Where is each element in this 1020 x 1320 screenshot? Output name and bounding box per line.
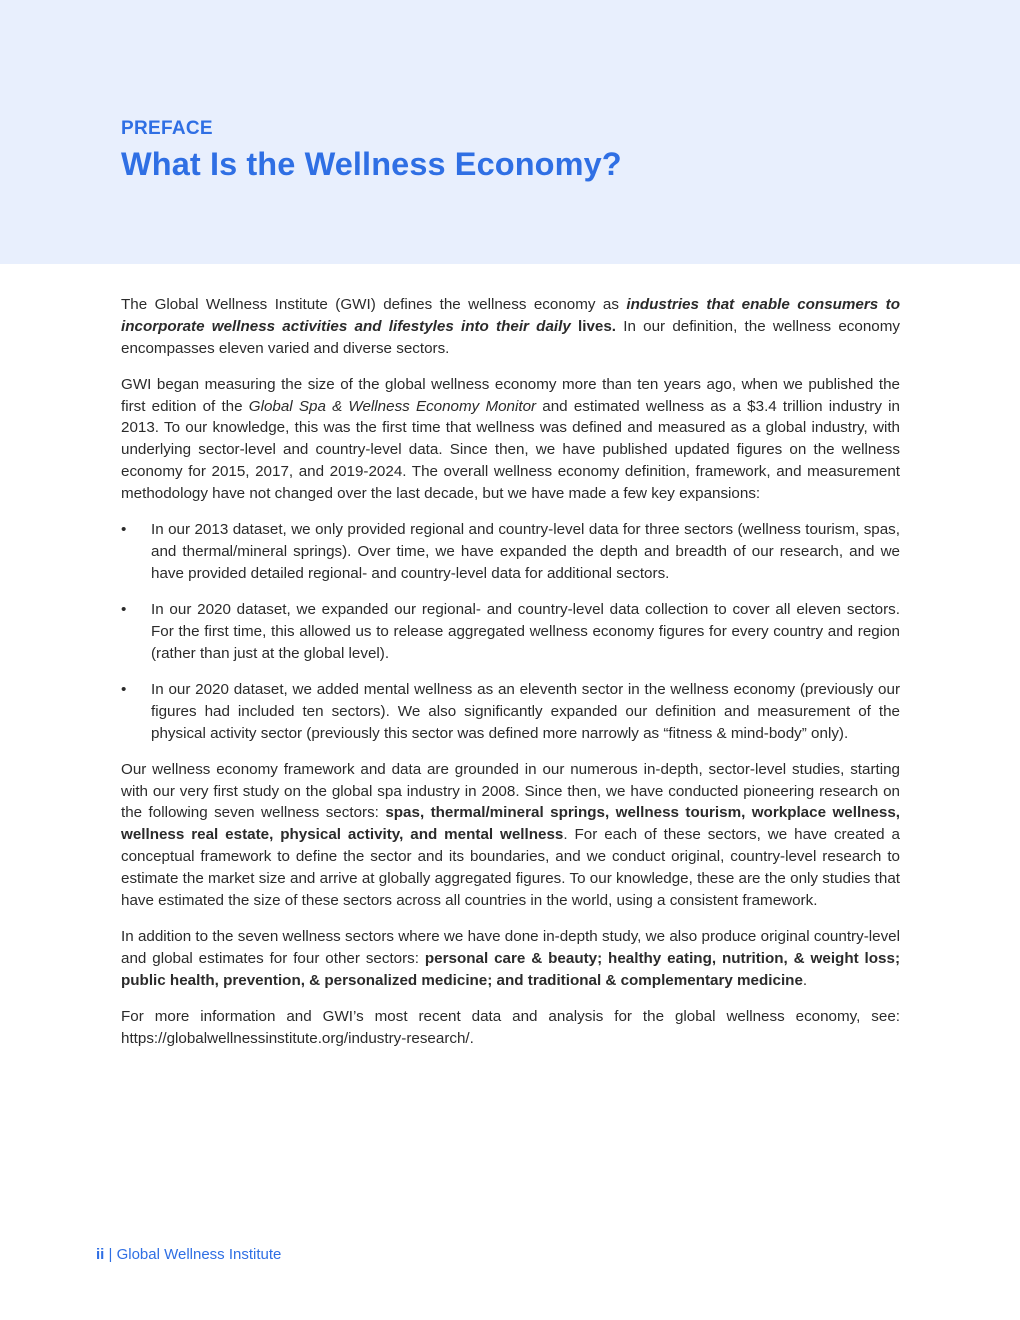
- bullet-item: [121, 599, 900, 664]
- text-run: .: [802, 971, 808, 989]
- bullet-text: In our 2020 dataset, we expanded our regional- and country-level data collection to cover all eleven sectors. For the first time, this allowed us to release aggregated wellness economy figures for every country and region (rather than just at the global level).: [151, 601, 900, 662]
- bullet-item: [121, 519, 900, 584]
- text-space: [571, 318, 578, 335]
- footer-separator: |: [104, 1246, 117, 1263]
- paragraph-history: [121, 374, 900, 505]
- paragraph-more-info: [121, 1006, 900, 1050]
- italic-run: Global Spa & Wellness Economy Monitor: [248, 397, 537, 415]
- paragraph-other-sectors: [121, 926, 900, 991]
- bullet-text: In our 2020 dataset, we added mental wellness as an eleventh sector in the wellness economy (previously our figures had included ten sectors). We also significantly expanded our definition and measurement of the physical activity sector (previously this sector was defined more narrowly as “fitness & mind-body” only).: [151, 680, 900, 742]
- text-run: . For each of these sectors, we have created a conceptual framework to define the sector and its boundaries, and we conduct original, country-level research to estimate the market size and arrive at globally aggregated figures. To our knowledge, these are the only studies that have estimated the size of these sectors across all countries in the world, using a consistent framework.: [121, 826, 900, 909]
- bullet-mark: •: [121, 521, 127, 539]
- paragraph-research: [121, 759, 900, 912]
- text-run: For more information and GWI’s most recent data and analysis for the global wellness economy, see: https://globalwellnessinstitute.org/industry-research/.: [121, 1007, 900, 1047]
- bullet-text: In our 2013 dataset, we only provided regional and country-level data for three sectors (wellness tourism, spas, and thermal/mineral springs). Over time, we have expanded the depth and breadth of our research, and we have provided detailed regional- and country-level data for additional sectors.: [151, 521, 900, 582]
- text-run: GWI began measuring the size of the global wellness economy more than ten years ago, when we published the first edition of the: [121, 375, 900, 415]
- section-eyebrow: PREFACE: [121, 118, 213, 139]
- bold-run: personal care & beauty; healthy eating, nutrition, & weight loss; public health, prevention, & personalized medicine; and traditional & complementary medicine: [121, 949, 901, 989]
- footer-org-name: Global Wellness Institute: [116, 1246, 282, 1263]
- bullet-mark: •: [121, 601, 127, 619]
- text-run: and estimated wellness as a $3.4 trillion industry in 2013. To our knowledge, this was the first time that wellness was defined and measured as a global industry, with underlying sector-level and country-level data. Since then, we have published updated figures on the wellness economy for 2015, 2017, and 2019-2024. The overall wellness economy definition, framework, and measurement methodology have not changed over the last decade, but we have made a few key expansions:: [121, 397, 900, 502]
- text-run: The Global Wellness Institute (GWI) defines the wellness economy as: [121, 296, 627, 313]
- bullet-mark: •: [121, 680, 127, 698]
- bullet-item: [121, 679, 900, 744]
- page-number: ii: [96, 1246, 105, 1263]
- bold-run: spas, thermal/mineral springs, wellness tourism, workplace wellness, wellness real estate, physical activity, and mental wellness: [121, 804, 900, 844]
- text-run: In addition to the seven wellness sectors where we have done in-depth study, we also produce original country-level and global estimates for four other sectors:: [121, 927, 900, 967]
- text-run: Our wellness economy framework and data are grounded in our numerous in-depth, sector-level studies, starting with our very first study on the global spa industry in 2008. Since then, we have conducted pioneering research on the following seven wellness sectors:: [121, 760, 900, 822]
- bold-italic-run: industries that enable consumers to incorporate wellness activities and lifestyles into their daily: [121, 296, 900, 335]
- header-band: [0, 0, 1020, 264]
- page-footer: [96, 1246, 281, 1263]
- page-title: What Is the Wellness Economy?: [121, 146, 622, 182]
- bullet-list: [121, 519, 900, 744]
- text-run: In our definition, the wellness economy encompasses eleven varied and diverse sectors.: [121, 317, 900, 357]
- bold-run: lives.: [578, 317, 617, 335]
- paragraph-definition: [121, 294, 900, 359]
- body-content: [121, 294, 900, 1064]
